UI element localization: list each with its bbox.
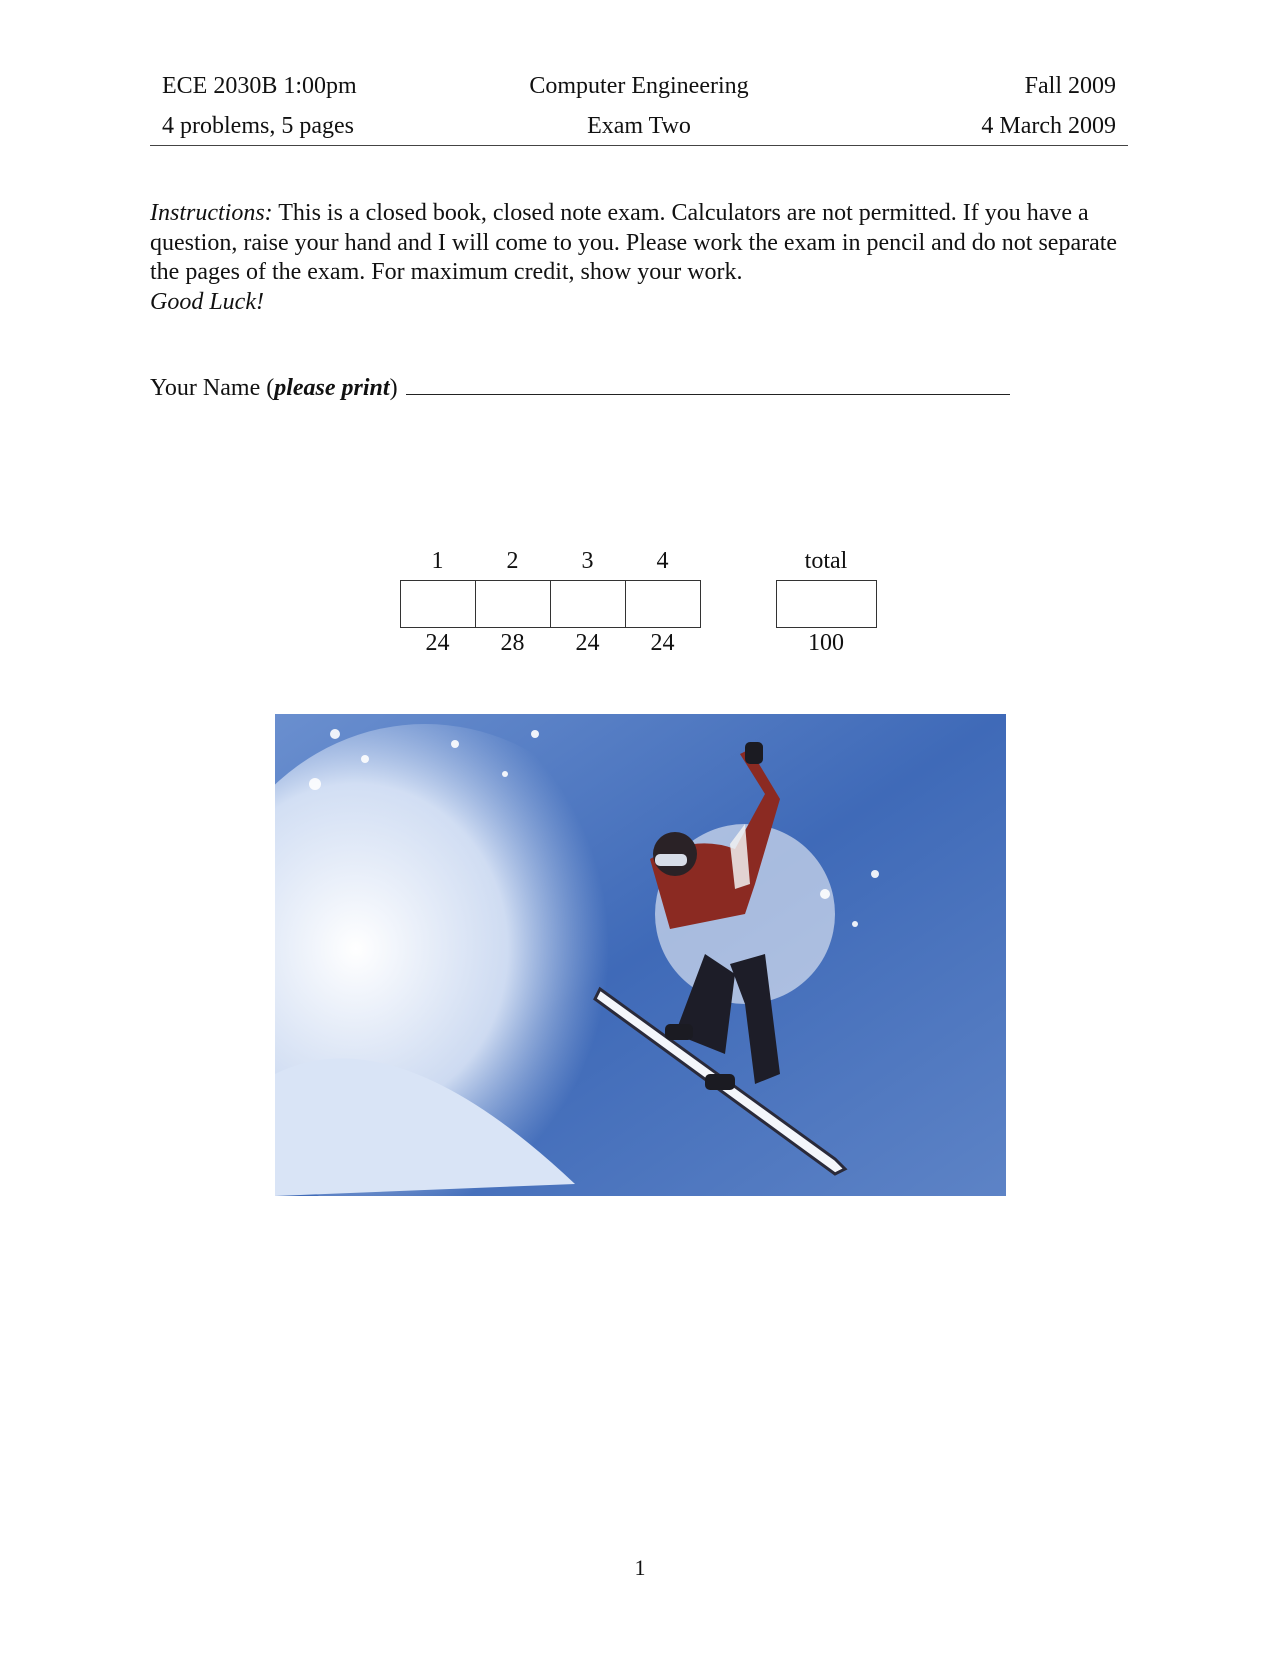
name-label: Your Name (: [150, 375, 275, 401]
box-divider: [624, 580, 626, 628]
header-row-2: [150, 112, 1128, 152]
good-luck-text: Good Luck!: [150, 288, 264, 315]
exam-title: Exam Two: [587, 113, 691, 139]
problem-2-points: 28: [500, 630, 525, 656]
course-label: ECE 2030B 1:00pm: [162, 73, 357, 99]
problem-2-label: 2: [506, 548, 519, 574]
page-number: 1: [634, 1555, 646, 1580]
name-blank-line[interactable]: [406, 372, 1010, 395]
instructions-text: This is a closed book, closed note exam. Calculators are not permitted. If you have a question, raise your hand and I will come to you. Please work the exam in pencil and do not separate the pages of the exam. For maximum credit, show your work.: [150, 200, 1118, 285]
problem-score-boxes[interactable]: [400, 580, 701, 628]
problem-1-label: 1: [431, 548, 444, 574]
total-score-box[interactable]: [776, 580, 877, 628]
term-label: Fall 2009: [1024, 73, 1116, 99]
name-suffix: ): [389, 375, 398, 401]
problem-4-label: 4: [656, 548, 669, 574]
header-divider: [150, 145, 1128, 146]
total-label: total: [804, 548, 848, 574]
box-divider: [549, 580, 551, 628]
problem-count-label: 4 problems, 5 pages: [162, 113, 354, 139]
problem-3-label: 3: [581, 548, 594, 574]
problem-4-points: 24: [650, 630, 675, 656]
name-field: [150, 372, 1010, 403]
header-row-1: [150, 72, 1128, 112]
box-divider: [474, 580, 476, 628]
name-emphasis: please print: [274, 375, 390, 401]
problem-1-points: 24: [425, 630, 450, 656]
problem-3-points: 24: [575, 630, 600, 656]
exam-date-label: 4 March 2009: [981, 113, 1116, 139]
exam-header: [150, 72, 1128, 152]
snowboarder-photo: [275, 714, 1006, 1196]
total-points: 100: [808, 630, 844, 656]
instructions-lead: Instructions:: [150, 200, 273, 226]
instructions-block: [150, 199, 1135, 317]
department-label: Computer Engineering: [529, 73, 749, 99]
score-table: [400, 548, 890, 663]
